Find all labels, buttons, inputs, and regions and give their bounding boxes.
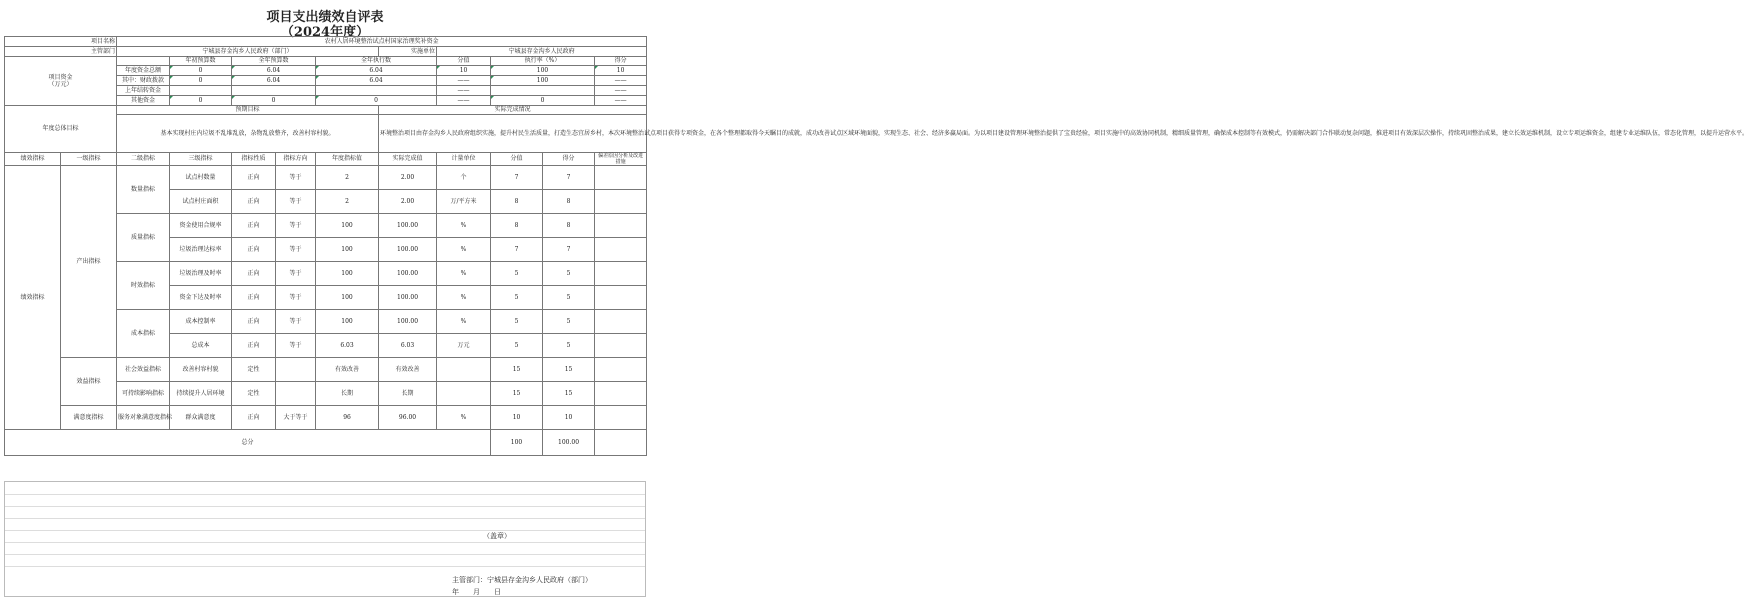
indicator-score: 15 xyxy=(543,358,595,382)
goals-actual-header: 实际完成情况 xyxy=(379,106,647,115)
perf-header-row xyxy=(5,153,647,166)
funds-row-rate: 100 xyxy=(491,66,595,76)
funds-row-rate xyxy=(491,86,595,96)
level2-social: 社会效益指标 xyxy=(117,358,170,382)
funds-header-row xyxy=(5,57,647,66)
funds-row-score: —— xyxy=(595,76,647,86)
footer-dept: 主管部门：宁城县存金沟乡人民政府（部门） xyxy=(452,576,592,584)
indicator-direction: 等于 xyxy=(276,166,316,190)
perf-row xyxy=(5,166,647,190)
indicator-nature: 正向 xyxy=(232,214,276,238)
perf-header-cell: 三级指标 xyxy=(170,153,232,166)
indicator-target: 6.03 xyxy=(316,334,379,358)
funds-row-full xyxy=(232,86,316,96)
indicator-direction: 等于 xyxy=(276,238,316,262)
indicator-nature: 正向 xyxy=(232,238,276,262)
indicator-target: 96 xyxy=(316,406,379,430)
funds-row-score: —— xyxy=(595,86,647,96)
funds-row-weight: —— xyxy=(437,76,491,86)
perf-header-cell: 计量单位 xyxy=(437,153,491,166)
indicator-unit: % xyxy=(437,214,491,238)
indicator-target: 有效改善 xyxy=(316,358,379,382)
indicator-name: 群众满意度 xyxy=(170,406,232,430)
indicator-target: 100 xyxy=(316,238,379,262)
indicator-name: 垃圾治理达标率 xyxy=(170,238,232,262)
total-row xyxy=(5,430,647,456)
col-budget: 年初预算数 xyxy=(170,57,232,66)
indicator-unit: 万元 xyxy=(437,334,491,358)
indicator-name: 总成本 xyxy=(170,334,232,358)
indicator-target: 长期 xyxy=(316,382,379,406)
funds-row-full: 0 xyxy=(232,96,316,106)
funds-row-budget: 0 xyxy=(170,76,232,86)
indicator-direction xyxy=(276,382,316,406)
perf-header-cell: 二级指标 xyxy=(117,153,170,166)
indicator-nature: 正向 xyxy=(232,190,276,214)
indicator-name: 资金使用合规率 xyxy=(170,214,232,238)
indicator-score: 7 xyxy=(543,238,595,262)
indicator-unit: % xyxy=(437,310,491,334)
indicator-nature: 正向 xyxy=(232,406,276,430)
indicator-actual: 6.03 xyxy=(379,334,437,358)
level1-satisfaction: 满意度指标 xyxy=(61,406,117,430)
indicator-direction: 大于等于 xyxy=(276,406,316,430)
indicator-name: 持续提升人居环境 xyxy=(170,382,232,406)
level2-service: 服务对象满意度指标 xyxy=(117,406,170,430)
indicator-actual: 长期 xyxy=(379,382,437,406)
impl-value: 宁城县存金沟乡人民政府 xyxy=(437,47,647,57)
indicator-weight: 8 xyxy=(491,190,543,214)
funds-row-score: —— xyxy=(595,96,647,106)
funds-row-rate: 0 xyxy=(491,96,595,106)
indicator-actual: 100.00 xyxy=(379,310,437,334)
goals-actual: 环境整治项目由存金沟乡人民政府组织实施，提升村民生活质量，打造生态宜居乡村，本次环境整治试点项目获得专项资金，在各个整理都取得今天瞩目的成就，成功改善试点区域环境面貌，实现生态、社会、经济多赢局面。为以项目建设管理环境整治提供了宝贵经验，项目实施中的高效协同机制，精细质量管理，确保成本控制等有效模式，仍需解决部门合作联动复杂问题，推进项目有效深层次操作，持续巩固整治成果，建立长效运维机制，设立专项运维资金，组建专业运维队伍，常态化管理，以提升运营水平。 xyxy=(379,115,647,153)
level1-output: 产出指标 xyxy=(61,166,117,358)
indicator-unit xyxy=(437,382,491,406)
col-score: 得分 xyxy=(595,57,647,66)
indicator-weight: 10 xyxy=(491,406,543,430)
evaluation-table xyxy=(4,36,1748,456)
indicator-nature: 正向 xyxy=(232,334,276,358)
indicator-actual: 有效改善 xyxy=(379,358,437,382)
level2-sustain: 可持续影响指标 xyxy=(117,382,170,406)
goals-header-row xyxy=(5,106,647,115)
indicator-actual: 96.00 xyxy=(379,406,437,430)
funds-label: 项目资金 （万元） xyxy=(5,57,117,106)
footer-date: 年 月 日 xyxy=(452,588,501,596)
indicator-actual: 100.00 xyxy=(379,262,437,286)
indicator-direction: 等于 xyxy=(276,214,316,238)
indicator-unit: % xyxy=(437,286,491,310)
perf-category: 绩效指标 xyxy=(5,166,61,430)
indicator-direction: 等于 xyxy=(276,190,316,214)
indicator-name: 成本控制率 xyxy=(170,310,232,334)
seal-label: （盖章） xyxy=(483,532,511,540)
project-name-row xyxy=(5,37,647,47)
indicator-target: 2 xyxy=(316,190,379,214)
indicator-actual: 100.00 xyxy=(379,214,437,238)
dept-label: 主管部门 xyxy=(5,47,117,57)
indicator-direction xyxy=(276,358,316,382)
indicator-weight: 15 xyxy=(491,382,543,406)
indicator-score: 8 xyxy=(543,214,595,238)
col-score-weight: 分值 xyxy=(437,57,491,66)
total-label: 总分 xyxy=(5,430,491,456)
perf-header-cell: 分值 xyxy=(491,153,543,166)
funds-row-full: 6.04 xyxy=(232,66,316,76)
indicator-score: 10 xyxy=(543,406,595,430)
indicator-actual: 100.00 xyxy=(379,286,437,310)
indicator-unit: 个 xyxy=(437,166,491,190)
level2-quantity: 数量指标 xyxy=(117,166,170,214)
indicator-name: 改善村容村貌 xyxy=(170,358,232,382)
col-rate: 执行率（%） xyxy=(491,57,595,66)
project-name-label: 项目名称 xyxy=(5,37,117,47)
indicator-score: 5 xyxy=(543,286,595,310)
indicator-target: 100 xyxy=(316,214,379,238)
funds-row-rate: 100 xyxy=(491,76,595,86)
goals-expected: 基本实现村庄内垃圾不乱堆乱放，杂物乱放整齐，改善村容村貌。 xyxy=(117,115,379,153)
indicator-name: 垃圾治理及时率 xyxy=(170,262,232,286)
indicator-actual: 2.00 xyxy=(379,166,437,190)
indicator-actual: 2.00 xyxy=(379,190,437,214)
indicator-weight: 5 xyxy=(491,334,543,358)
level2-quality: 质量指标 xyxy=(117,214,170,262)
indicator-unit: % xyxy=(437,406,491,430)
indicator-name: 资金下达及时率 xyxy=(170,286,232,310)
indicator-score: 5 xyxy=(543,310,595,334)
funds-row-exec: 6.04 xyxy=(316,76,437,86)
indicator-nature: 正向 xyxy=(232,286,276,310)
indicator-direction: 等于 xyxy=(276,310,316,334)
perf-header-cell: 一级指标 xyxy=(61,153,117,166)
indicator-weight: 5 xyxy=(491,286,543,310)
perf-header-cell: 年度指标值 xyxy=(316,153,379,166)
funds-row-weight: —— xyxy=(437,96,491,106)
indicator-nature: 正向 xyxy=(232,262,276,286)
indicator-target: 100 xyxy=(316,286,379,310)
indicator-weight: 5 xyxy=(491,310,543,334)
indicator-weight: 7 xyxy=(491,166,543,190)
indicator-weight: 7 xyxy=(491,238,543,262)
indicator-unit: % xyxy=(437,262,491,286)
funds-row-budget xyxy=(170,86,232,96)
funds-row-name: 其中：财政拨款 xyxy=(117,76,170,86)
perf-header-cell: 指标性质 xyxy=(232,153,276,166)
indicator-score: 5 xyxy=(543,262,595,286)
funds-row-score: 10 xyxy=(595,66,647,76)
perf-header-cell: 实际完成值 xyxy=(379,153,437,166)
perf-header-cell: 得分 xyxy=(543,153,595,166)
perf-header-cell: 指标方向 xyxy=(276,153,316,166)
dept-value: 宁城县存金沟乡人民政府（部门） xyxy=(117,47,379,57)
perf-row xyxy=(5,406,647,430)
funds-row-name: 其他资金 xyxy=(117,96,170,106)
indicator-direction: 等于 xyxy=(276,262,316,286)
indicator-name: 试点村数量 xyxy=(170,166,232,190)
indicator-nature: 定性 xyxy=(232,382,276,406)
project-name-value: 农村人居环境整治试点村国家治理奖补资金 xyxy=(117,37,647,47)
indicator-direction: 等于 xyxy=(276,334,316,358)
funds-row-exec: 6.04 xyxy=(316,66,437,76)
level2-cost: 成本指标 xyxy=(117,310,170,358)
indicator-unit xyxy=(437,358,491,382)
col-full-budget: 全年预算数 xyxy=(232,57,316,66)
funds-row-full: 6.04 xyxy=(232,76,316,86)
indicator-score: 8 xyxy=(543,190,595,214)
indicator-score: 5 xyxy=(543,334,595,358)
indicator-direction: 等于 xyxy=(276,286,316,310)
indicator-actual: 100.00 xyxy=(379,238,437,262)
funds-row-weight: —— xyxy=(437,86,491,96)
indicator-nature: 正向 xyxy=(232,166,276,190)
funds-row-budget: 0 xyxy=(170,66,232,76)
funds-row-exec: 0 xyxy=(316,96,437,106)
indicator-weight: 5 xyxy=(491,262,543,286)
perf-header-cell: 偏差原因分析及改进措施 xyxy=(595,153,647,166)
indicator-nature: 正向 xyxy=(232,310,276,334)
funds-row-budget: 0 xyxy=(170,96,232,106)
total-weight: 100 xyxy=(491,430,543,456)
goals-label: 年度总体目标 xyxy=(5,106,117,153)
funds-row-weight: 10 xyxy=(437,66,491,76)
goals-expected-header: 预期目标 xyxy=(117,106,379,115)
indicator-score: 7 xyxy=(543,166,595,190)
page-title: 项目支出绩效自评表 xyxy=(266,10,384,25)
indicator-nature: 定性 xyxy=(232,358,276,382)
indicator-unit: 万/平方米 xyxy=(437,190,491,214)
indicator-score: 15 xyxy=(543,382,595,406)
funds-row-name: 上年结转资金 xyxy=(117,86,170,96)
level1-benefit: 效益指标 xyxy=(61,358,117,406)
funds-row-name: 年度资金总额 xyxy=(117,66,170,76)
page-subtitle-year: （2024年度） xyxy=(280,25,370,40)
impl-label: 实施单位 xyxy=(379,47,437,57)
perf-row xyxy=(5,358,647,382)
indicator-target: 2 xyxy=(316,166,379,190)
indicator-unit: % xyxy=(437,238,491,262)
total-score: 100.00 xyxy=(543,430,595,456)
indicator-weight: 15 xyxy=(491,358,543,382)
dept-row xyxy=(5,47,647,57)
funds-row-exec xyxy=(316,86,437,96)
indicator-weight: 8 xyxy=(491,214,543,238)
indicator-target: 100 xyxy=(316,262,379,286)
perf-header-cell: 绩效指标 xyxy=(5,153,61,166)
indicator-target: 100 xyxy=(316,310,379,334)
indicator-name: 试点村庄面积 xyxy=(170,190,232,214)
level2-timeliness: 时效指标 xyxy=(117,262,170,310)
col-executed: 全年执行数 xyxy=(316,57,437,66)
